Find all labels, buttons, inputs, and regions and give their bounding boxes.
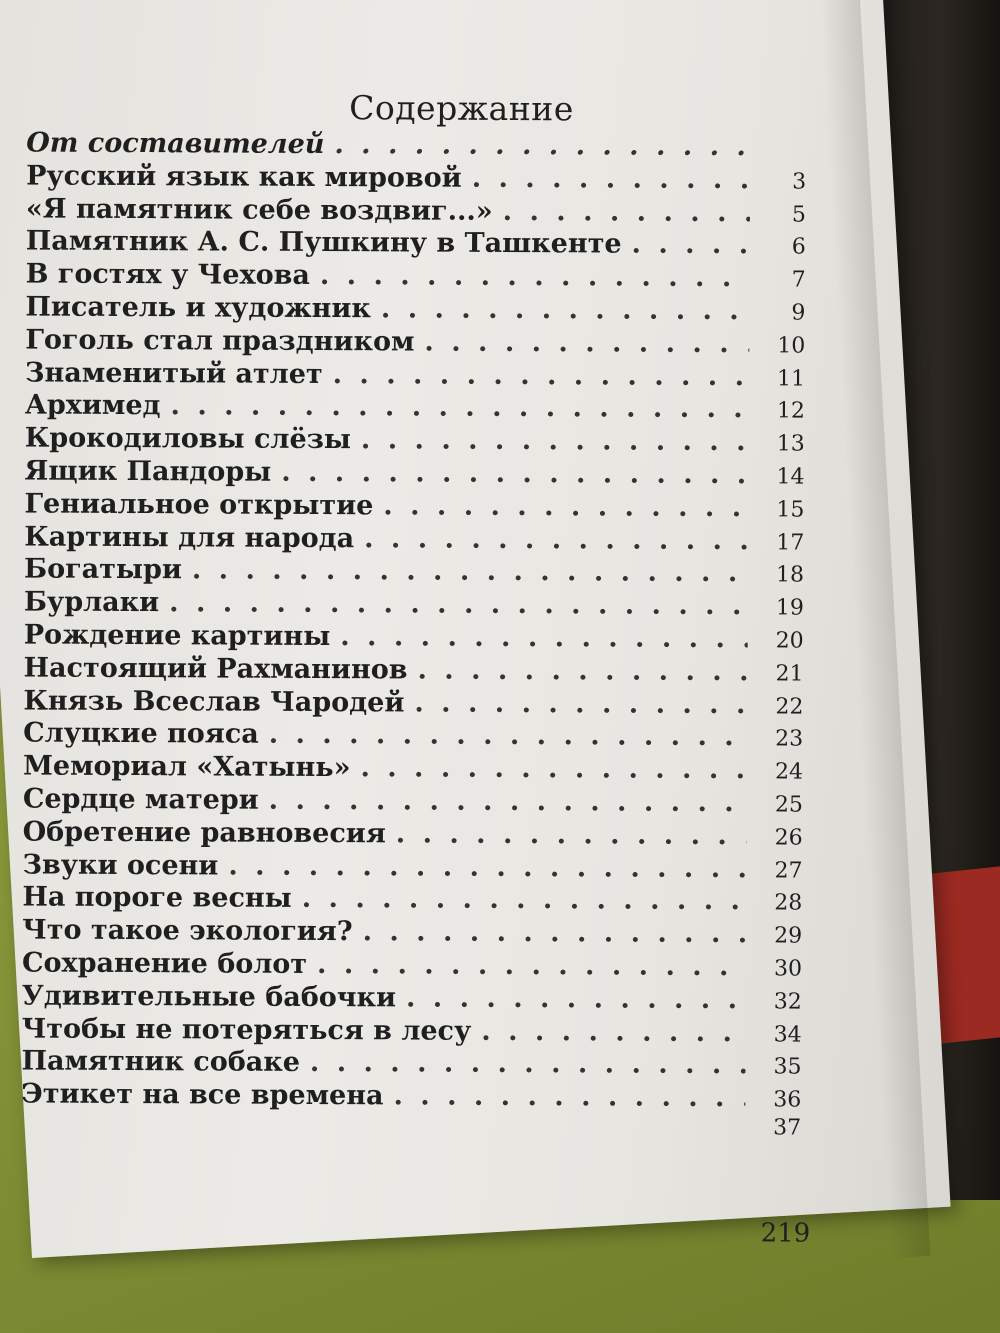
toc-entry: [24, 554, 804, 591]
toc-entry-title: Звуки осени: [22, 848, 219, 882]
toc-leader-dots: [310, 1047, 746, 1080]
toc-entry: [23, 685, 803, 722]
toc-entry-title: Чтобы не потеряться в лесу: [21, 1012, 472, 1047]
toc-entry: [24, 488, 804, 525]
toc-entry: [21, 1079, 801, 1116]
toc-entry-title: Богатыри: [23, 553, 182, 586]
toc-entry-title: Что такое экология?: [22, 914, 353, 948]
toc-entry: [26, 226, 806, 263]
toc-entry: [26, 193, 806, 230]
toc-entry-title: Знаменитый атлет: [25, 357, 323, 390]
toc-entry-page: 7: [791, 267, 806, 293]
toc-entry: [26, 160, 806, 197]
toc-leader-dots: [363, 916, 747, 949]
toc-entry-title: Князь Всеслав Чародей: [23, 685, 405, 718]
toc-entry: [22, 915, 802, 952]
toc-entry-title: Бурлаки: [23, 586, 160, 619]
toc-leader-dots: [631, 229, 749, 261]
toc-entry-title: Памятник собаке: [21, 1045, 301, 1079]
toc-leader-dots: [361, 424, 749, 457]
toc-entry-title: Сохранение болот: [21, 947, 308, 980]
toc-entry-title: Гоголь стал праздником: [25, 324, 415, 358]
toc-entry-page: 13: [776, 431, 805, 457]
toc-entry-title: На пороге весны: [22, 881, 292, 915]
toc-entry-page: 10: [777, 333, 806, 359]
toc-leader-dots: [320, 260, 750, 293]
toc-entry-title: Этикет на все времена: [21, 1078, 384, 1112]
toc-leader-dots: [406, 982, 746, 1015]
toc-entry-page: 20: [775, 628, 804, 654]
toc-entry-page: 22: [775, 693, 804, 720]
toc-entry-page: 5: [791, 202, 807, 228]
toc-leader-dots: [334, 129, 750, 162]
toc-entry-page: 11: [777, 365, 806, 392]
toc-entry: [23, 751, 803, 788]
toc-entry-page: 23: [775, 726, 804, 752]
toc-entry-title: Обретение равновесия: [22, 816, 386, 850]
toc-heading: Содержание: [349, 88, 574, 129]
toc-entry: [22, 1013, 802, 1050]
toc-leader-dots: [269, 719, 748, 753]
toc-leader-dots: [424, 326, 749, 359]
toc-entry-page: 29: [774, 923, 803, 949]
toc-entry: [22, 980, 802, 1017]
toc-entry-page: 15: [776, 497, 805, 523]
toc-entry: [21, 1046, 801, 1083]
toc-entry-page: 32: [773, 989, 802, 1015]
toc-entry-page: 27: [774, 857, 803, 884]
toc-entry: [23, 816, 803, 853]
toc-entry-page: 25: [774, 792, 803, 818]
toc-entry-title: Настоящий Рахманинов: [23, 652, 408, 686]
toc-entry-title: Писатель и художник: [25, 291, 372, 325]
toc-entry-page: 35: [773, 1054, 802, 1080]
toc-leader-dots: [170, 391, 749, 425]
toc-entry-page: 9: [791, 300, 806, 326]
toc-leader-dots: [396, 818, 747, 851]
toc-entry: [25, 390, 805, 427]
toc-entry: [23, 783, 803, 820]
toc-entry-page: 14: [776, 464, 805, 490]
toc-entry-page: 6: [791, 234, 806, 260]
toc-leader-dots: [472, 163, 751, 195]
toc-entry-title: Картины для народа: [24, 521, 355, 554]
toc-entry-title: Крокодиловы слёзы: [24, 422, 352, 456]
toc-entry-page: 30: [773, 956, 803, 982]
toc-entry-page: 28: [774, 890, 803, 916]
toc-entry-title: Слуцкие пояса: [23, 717, 259, 751]
toc-extra-page-row: [21, 1111, 801, 1148]
toc-list: [21, 127, 806, 1148]
toc-entry-page: 18: [775, 562, 805, 588]
toc-entry: [22, 882, 802, 919]
page-number: 219: [760, 1218, 811, 1249]
toc-entry-title: Русский язык как мировой: [26, 160, 462, 194]
toc-leader-dots: [333, 359, 750, 392]
toc-entry-page: 12: [776, 398, 805, 424]
toc-entry: [25, 455, 805, 492]
toc-entry: [26, 127, 806, 164]
toc-entry-page: 21: [775, 661, 804, 687]
toc-entry: [22, 849, 802, 886]
toc-entry-title: Гениальное открытие: [24, 488, 374, 522]
toc-entry-page: 24: [774, 759, 804, 785]
toc-entry-title: Ящик Пандоры: [24, 455, 272, 488]
toc-entry-title: От составителей: [26, 127, 325, 161]
toc-leader-dots: [360, 752, 747, 785]
toc-entry-page: 3: [792, 169, 807, 195]
toc-entry-title: Рождение картины: [23, 619, 331, 653]
toc-entry: [25, 291, 805, 328]
toc-leader-dots: [281, 457, 748, 490]
toc-leader-dots: [503, 196, 750, 228]
toc-extra-page: 37: [773, 1115, 802, 1141]
toc-leader-dots: [417, 654, 747, 687]
toc-entry-page: 26: [774, 825, 803, 851]
toc-entry-page: 34: [773, 1021, 802, 1048]
toc-leader-dots: [381, 293, 750, 326]
toc-leader-dots: [383, 490, 748, 523]
toc-leader-dots: [317, 949, 746, 982]
toc-entry-title: В гостях у Чехова: [25, 258, 310, 292]
toc-entry: [24, 521, 804, 558]
toc-entry-title: «Я памятник себе воздвиг...»: [25, 193, 493, 227]
toc-entry-title: Архимед: [24, 389, 161, 422]
table-of-contents: [21, 86, 811, 1249]
toc-leader-dots: [228, 850, 746, 884]
toc-leader-dots: [192, 555, 748, 589]
toc-entry: [26, 259, 806, 296]
toc-leader-dots: [302, 883, 747, 916]
toc-entry-title: Мемориал «Хатынь»: [22, 750, 351, 784]
toc-leader-dots: [169, 587, 748, 621]
toc-entry: [24, 619, 804, 656]
toc-entry: [23, 718, 803, 755]
toc-entry-page: 17: [776, 529, 805, 556]
toc-entry: [24, 587, 804, 624]
toc-entry-title: Удивительные бабочки: [21, 980, 397, 1014]
toc-entry: [25, 423, 805, 460]
toc-leader-dots: [393, 1081, 745, 1114]
toc-leader-dots: [364, 523, 748, 556]
toc-entry: [23, 652, 803, 689]
toc-entry-title: Памятник А. С. Пушкину в Ташкенте: [25, 225, 622, 260]
toc-entry: [25, 357, 805, 394]
toc-leader-dots: [481, 1015, 746, 1047]
toc-leader-dots: [269, 785, 747, 819]
toc-entry-page: 36: [773, 1087, 802, 1113]
toc-entry-page: 19: [775, 595, 804, 621]
toc-leader-dots: [414, 687, 747, 720]
toc-entry: [22, 947, 802, 984]
toc-entry: [25, 324, 805, 361]
toc-leader-dots: [340, 621, 748, 654]
toc-entry-title: Сердце матери: [22, 783, 259, 816]
